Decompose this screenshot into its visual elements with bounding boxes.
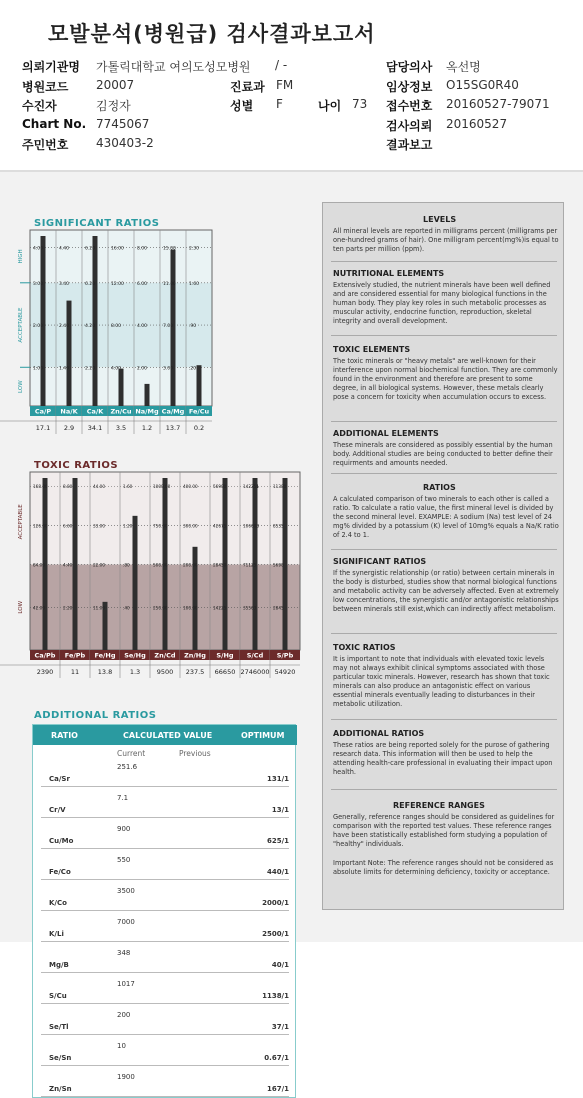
- sig-tick-label: 1.00: [33, 366, 44, 372]
- ratios-heading: RATIOS: [423, 483, 456, 492]
- sig-col-value-ca-k: 34.1: [87, 424, 103, 432]
- toxic-ratios-text: It is important to note that individuals with elevated toxic levels may not always exhibit clinical symptoms associated with those particular toxic minerals. However, research has shown that toxic minerals can also produce an antagonistic effect on various essential minerals eventually leading to disturbances in their metabolic utilization.: [333, 655, 550, 708]
- levels-heading: LEVELS: [423, 215, 457, 224]
- tox-tick-label: 168.00: [33, 484, 48, 490]
- sig-tick-label: 2.00: [33, 324, 44, 330]
- tox-tick-label: 400.00: [183, 484, 198, 490]
- tox-col-value-se-hg: 1.3: [129, 668, 141, 676]
- toxic-elements-rule: [331, 421, 557, 422]
- tox-tick-label: 100.00: [183, 605, 198, 611]
- sig-tick-label: 4.00: [111, 366, 122, 372]
- header-row-id: [0, 136, 583, 155]
- sig-tick-label: 1.60: [189, 281, 200, 287]
- optimum-column-header: OPTIMUM: [241, 731, 285, 740]
- sig-tick-label: 8.00: [137, 246, 148, 252]
- previous-subheader: Previous: [179, 749, 211, 758]
- receipt-no-value: 20160527-79071: [446, 97, 550, 111]
- additional-ratio-current: 1017: [117, 980, 135, 988]
- info-column: [322, 202, 564, 910]
- chart-no-label: Chart No.: [22, 117, 87, 131]
- significant-ratios-rule: [331, 633, 557, 634]
- clinical-info-label: 임상정보: [386, 80, 433, 94]
- sig-col-name-ca-p: Ca/P: [34, 407, 52, 416]
- additional-row-rule: [41, 1065, 289, 1066]
- test-request-label: 검사의뢰: [386, 119, 433, 133]
- institution-label: 의뢰기관명: [22, 60, 80, 74]
- age-value: 73: [352, 97, 368, 111]
- tox-col-value-ca-pb: 2390: [36, 668, 54, 676]
- calculated-value-column-header: CALCULATED VALUE: [123, 731, 213, 740]
- tox-tick-label: 2845: [273, 605, 284, 611]
- additional-ratio-optimum: 2000/1: [262, 899, 289, 907]
- additional-ratios-title: ADDITIONAL RATIOS: [34, 710, 157, 721]
- additional-ratio-optimum: 2500/1: [262, 930, 289, 938]
- tox-col-name-fe-pb: Fe/Pb: [64, 651, 86, 660]
- tox-col-name-fe-hg: Fe/Hg: [94, 651, 116, 660]
- tox-tick-label: .80: [123, 562, 130, 568]
- tox-tick-label: .40: [123, 605, 130, 611]
- sig-tick-label: 4.40: [59, 246, 70, 252]
- additional-elements-text: These minerals are considered as possibly essential by the human body. Additional studies are being conducted to better define their requirments and amounts needed.: [333, 441, 553, 467]
- clinical-info-value: O15SG0R40: [446, 78, 519, 92]
- additional-row-rule: [41, 910, 289, 911]
- additional-ratio-optimum: 37/1: [271, 1023, 289, 1031]
- nutritional-heading: NUTRITIONAL ELEMENTS: [333, 269, 445, 278]
- levels-text: All mineral levels are reported in milligrams percent (milligrams per one-hundred grams of hair). One milligram percent(mg%)is equal to ten parts per million (ppm).: [333, 227, 559, 253]
- additional-ratio-current: 7000: [117, 918, 135, 926]
- tox-tick-label: 44.00: [93, 484, 105, 490]
- sig-col-value-ca-p: 17.1: [35, 424, 51, 432]
- sig-bar-ca-p: [41, 236, 46, 406]
- toxic-ratios-chart: [0, 470, 306, 702]
- additional-ratio-current: 7.1: [117, 794, 129, 802]
- tox-col-value-s-pb: 54920: [274, 668, 296, 676]
- tox-tick-label: 71125: [243, 562, 257, 568]
- sig-tick-label: 4.00: [137, 324, 148, 330]
- sig-tick-label: 3.40: [59, 281, 70, 287]
- sig-col-value-ca-mg: 13.7: [165, 424, 181, 432]
- report-title: 모발분석(병원급) 검사결과보고서: [48, 22, 376, 46]
- doctor-value: 옥선명: [446, 60, 481, 74]
- tox-tick-label: 84.00: [33, 562, 45, 568]
- tox-tick-label: 42.00: [33, 605, 45, 611]
- sig-tick-label: .20: [189, 366, 197, 372]
- additional-ratio-optimum: 40/1: [271, 961, 289, 969]
- additional-ratio-optimum: 167/1: [266, 1085, 289, 1093]
- header-row-institution: [0, 58, 583, 77]
- tox-tick-label: 14225: [213, 605, 227, 611]
- additional-row-rule: [41, 1096, 289, 1097]
- tox-zone-label-low: LOW: [18, 600, 24, 614]
- additional-ratio-name: Cu/Mo: [49, 837, 74, 845]
- additional-ratio-name: Cr/V: [49, 806, 66, 814]
- sig-col-name-ca-k: Ca/K: [86, 407, 104, 416]
- doctor-label: 담당의사: [386, 60, 433, 74]
- additional-row-rule: [41, 1034, 289, 1035]
- chart-no-value: 7745067: [96, 117, 150, 131]
- hospital-code-value: 20007: [96, 78, 135, 92]
- significant-ratios-text: If the synergistic relationship (or ratio) between certain minerals in the body is disturbed, studies show that normal biological functions and metabolic activity can be adversely affected. Even at extremely low concentrations, the synergistic and/or antagonistic relationships between minerals still exist,which can indirectly affect metabolism.: [333, 569, 559, 613]
- tox-tick-label: 4.40: [63, 562, 73, 568]
- sig-col-name-fe-cu: Fe/Cu: [188, 407, 210, 416]
- sig-tick-label: 16.00: [111, 246, 124, 252]
- sig-zone-label-acceptable: ACCEPTABLE: [18, 307, 24, 343]
- tox-tick-label: 5690: [273, 562, 284, 568]
- sig-tick-label: 12.00: [111, 281, 124, 287]
- sig-col-name-ca-mg: Ca/Mg: [161, 407, 185, 416]
- header-row-patient: [0, 97, 583, 116]
- additional-ratio-name: Se/Tl: [49, 1023, 69, 1031]
- additional-ratio-name: Zn/Sn: [49, 1085, 72, 1093]
- additional-ratio-current: 200: [117, 1011, 131, 1019]
- additional-ratio-optimum: 1138/1: [262, 992, 289, 1000]
- tox-tick-label: 250.00: [153, 605, 168, 611]
- additional-ratio-name: K/Li: [49, 930, 64, 938]
- sig-tick-label: 15.00: [163, 246, 176, 252]
- tox-bar-se-hg: [133, 516, 138, 650]
- additional-ratio-current: 10: [117, 1042, 126, 1050]
- tox-bar-fe-pb: [73, 478, 78, 650]
- sig-col-value-fe-cu: 0.2: [193, 424, 205, 432]
- additional-ratio-name: Se/Sn: [49, 1054, 72, 1062]
- sig-bar-fe-cu: [197, 365, 202, 406]
- sig-zone-label-low: LOW: [18, 380, 24, 393]
- additional-elements-heading: ADDITIONAL ELEMENTS: [333, 429, 439, 438]
- toxic-ratios-title: TOXIC RATIOS: [34, 460, 119, 471]
- additional-ratio-optimum: 440/1: [266, 868, 289, 876]
- sig-tick-label: .90: [189, 324, 197, 330]
- dept-value: FM: [276, 78, 294, 92]
- tox-col-value-zn-cd: 9500: [156, 668, 174, 676]
- significant-ratios-heading: SIGNIFICANT RATIOS: [333, 557, 427, 566]
- hospital-code-label: 병원코드: [22, 80, 69, 94]
- tox-tick-label: 1.20: [123, 523, 133, 529]
- tox-tick-label: 35563: [243, 605, 257, 611]
- additional-ratio-name: Ca/Sr: [49, 775, 70, 783]
- sig-tick-label: 2.00: [137, 366, 148, 372]
- additional-row-rule: [41, 879, 289, 880]
- resident-no-value: 430403-2: [96, 136, 154, 150]
- result-report-label: 결과보고: [386, 138, 433, 152]
- reference-ranges-heading: REFERENCE RANGES: [393, 801, 485, 810]
- sig-col-value-na-mg: 1.2: [141, 424, 153, 432]
- tox-col-name-se-hg: Se/Hg: [124, 651, 146, 660]
- receipt-no-label: 접수번호: [386, 99, 433, 113]
- sig-tick-label: 8.00: [111, 324, 122, 330]
- tox-tick-label: 2.20: [63, 605, 73, 611]
- tox-tick-label: 300.00: [183, 523, 198, 529]
- additional-row-rule: [41, 786, 289, 787]
- sig-tick-label: 2.40: [59, 324, 70, 330]
- tox-tick-label: 142251: [243, 484, 259, 490]
- sig-col-name-na-k: Na/K: [60, 407, 78, 416]
- reference-ranges-text: Generally, reference ranges should be considered as guidelines for comparison with the reported test values. These reference ranges have been statistically established form studying a population of "healthy" individuals.: [333, 813, 555, 848]
- levels-rule: [331, 261, 557, 262]
- tox-tick-label: 500.00: [153, 562, 168, 568]
- toxic-elements-text: The toxic minerals or "heavy metals" are well-known for their interference upon normal biochemical function. They are commonly found in the environment and therefore are present to some degree, in all biological systems. However, these metals clearly pose a concern for toxicity when accumulation occurs to excess.: [333, 357, 558, 401]
- tox-tick-label: 56900: [213, 484, 227, 490]
- sig-tick-label: 4.20: [85, 324, 96, 330]
- scanned-report-page: [0, 172, 583, 1093]
- patient-label: 수진자: [22, 99, 57, 113]
- test-request-value: 20160527: [446, 117, 508, 131]
- additional-row-rule: [41, 941, 289, 942]
- tox-col-value-zn-hg: 237.5: [185, 668, 205, 676]
- sig-zone-label-high: HIGH: [18, 249, 24, 264]
- additional-row-rule: [41, 848, 289, 849]
- additional-ratios-rule: [331, 789, 557, 790]
- tox-tick-label: 200.00: [183, 562, 198, 568]
- additional-ratios-table: [32, 724, 296, 1098]
- sig-tick-label: 6.00: [137, 281, 148, 287]
- resident-no-label: 주민번호: [22, 138, 69, 152]
- additional-ratio-current: 251.6: [117, 763, 138, 771]
- sig-col-name-na-mg: Na/Mg: [135, 407, 159, 416]
- tox-col-value-s-hg: 66650: [214, 668, 236, 676]
- tox-col-name-s-pb: S/Pb: [276, 651, 294, 660]
- tox-tick-label: 22.00: [93, 562, 105, 568]
- toxic-elements-heading: TOXIC ELEMENTS: [333, 345, 411, 354]
- tox-tick-label: 1000.00: [153, 484, 171, 490]
- ratios-text: A calculated comparison of two minerals to each other is called a ratio. To calculate a ratio value, the first mineral level is divided by the second mineral level. EXAMPLE: A sodium (Na) test level of 24 mg% divided by a potassium (K) level of 10mg% equals a Na/K ratio of 2.4 to 1.: [333, 495, 559, 539]
- additional-ratio-optimum: 131/1: [266, 775, 289, 783]
- dept-label: 진료과: [230, 80, 265, 94]
- sig-tick-label: 7.00: [163, 324, 174, 330]
- important-note-text: Important Note: The reference ranges should not be considered as absolute limits for determining deficiency, toxicity or acceptance.: [333, 859, 554, 876]
- sig-col-value-na-k: 2.9: [63, 424, 75, 432]
- sig-col-value-zn-cu: 3.5: [115, 424, 127, 432]
- tox-tick-label: 8.80: [63, 484, 73, 490]
- header-row-chart: [0, 117, 583, 136]
- tox-tick-label: 750.00: [153, 523, 168, 529]
- sig-tick-label: 2.30: [189, 246, 200, 252]
- tox-tick-label: 42675: [213, 523, 227, 529]
- ratios-rule: [331, 549, 557, 550]
- toxic-ratios-heading: TOXIC RATIOS: [333, 643, 396, 652]
- sig-tick-label: 6.20: [85, 281, 96, 287]
- tox-col-value-fe-pb: 11: [70, 668, 80, 676]
- department-slash: / -: [275, 58, 288, 72]
- additional-elements-rule: [331, 473, 557, 474]
- additional-ratios-header: [33, 725, 297, 745]
- additional-ratio-optimum: 13/1: [271, 806, 289, 814]
- additional-ratio-name: K/Co: [49, 899, 67, 907]
- sex-value: F: [276, 97, 283, 111]
- sig-tick-label: 1.40: [59, 366, 70, 372]
- sig-tick-label: 6.20: [85, 246, 96, 252]
- additional-row-rule: [41, 1003, 289, 1004]
- age-label: 나이: [318, 99, 342, 113]
- tox-col-name-zn-cd: Zn/Cd: [154, 651, 176, 660]
- sig-bar-zn-cu: [119, 369, 124, 406]
- additional-row-rule: [41, 817, 289, 818]
- sig-tick-label: 3.00: [33, 281, 44, 287]
- additional-ratio-name: Fe/Co: [49, 868, 71, 876]
- additional-row-rule: [41, 972, 289, 973]
- zone-high-bg: [30, 230, 212, 283]
- sig-tick-label: 2.20: [85, 366, 96, 372]
- additional-ratio-name: Mg/B: [49, 961, 69, 969]
- ratio-column-header: RATIO: [51, 731, 78, 740]
- sig-col-name-zn-cu: Zn/Cu: [110, 407, 132, 416]
- tox-tick-label: 8535: [273, 523, 284, 529]
- additional-ratios-heading: ADDITIONAL RATIOS: [333, 729, 425, 738]
- toxic-ratios-rule: [331, 719, 557, 720]
- tox-tick-label: 11380: [273, 484, 287, 490]
- tox-col-name-s-cd: S/Cd: [246, 651, 264, 660]
- tox-col-value-fe-hg: 13.8: [97, 668, 113, 676]
- report-header: [0, 0, 583, 170]
- additional-ratio-optimum: 625/1: [266, 837, 289, 845]
- sex-label: 성별: [230, 99, 254, 113]
- nutritional-text: Extensively studied, the nutrient minerals have been well defined and are considered essential for many biological functions in the human body. They play key roles in such metabolic processes as muscular activity, endocrine function, reproduction, skeletal integrity and overall development.: [333, 281, 551, 325]
- sig-tick-label: 11.00: [163, 281, 176, 287]
- tox-tick-label: 6.60: [63, 523, 73, 529]
- additional-ratios-text: These ratios are being reported solely for the purose of gathering research data. This information will then be used to help the attending health-care professional in evaluating their impact upon health.: [333, 741, 553, 776]
- tox-tick-label: 33.00: [93, 523, 105, 529]
- additional-ratio-current: 3500: [117, 887, 135, 895]
- header-row-hospital: [0, 78, 583, 97]
- tox-col-name-zn-hg: Zn/Hg: [184, 651, 206, 660]
- nutritional-rule: [331, 335, 557, 336]
- sig-bar-na-mg: [145, 384, 150, 406]
- additional-ratio-name: S/Cu: [49, 992, 67, 1000]
- tox-tick-label: 126.00: [33, 523, 48, 529]
- tox-zone-label-acceptable: ACCEPTABLE: [18, 504, 24, 540]
- sig-bar-ca-k: [93, 236, 98, 406]
- tox-tick-label: 11.00: [93, 605, 105, 611]
- patient-value: 김정자: [96, 99, 131, 113]
- tox-col-value-s-cd: 2746000: [240, 668, 270, 676]
- tox-tick-label: 1.60: [123, 484, 133, 490]
- significant-ratios-title: SIGNIFICANT RATIOS: [34, 218, 160, 229]
- current-subheader: Current: [117, 749, 146, 758]
- sig-tick-label: 4.00: [33, 246, 44, 252]
- additional-ratio-current: 900: [117, 825, 131, 833]
- sig-bar-na-k: [67, 301, 72, 406]
- sig-tick-label: 3.00: [163, 366, 174, 372]
- additional-ratio-current: 550: [117, 856, 131, 864]
- significant-ratios-chart: [0, 228, 222, 458]
- additional-ratio-current: 348: [117, 949, 131, 957]
- tox-tick-label: 106688: [243, 523, 259, 529]
- tox-col-name-s-hg: S/Hg: [216, 651, 234, 660]
- additional-ratio-current: 1900: [117, 1073, 135, 1081]
- additional-ratio-optimum: 0.67/1: [264, 1054, 289, 1062]
- institution-value: 가톨릭대학교 여의도성모병원: [96, 60, 251, 74]
- tox-col-name-ca-pb: Ca/Pb: [34, 651, 56, 660]
- tox-tick-label: 28450: [213, 562, 227, 568]
